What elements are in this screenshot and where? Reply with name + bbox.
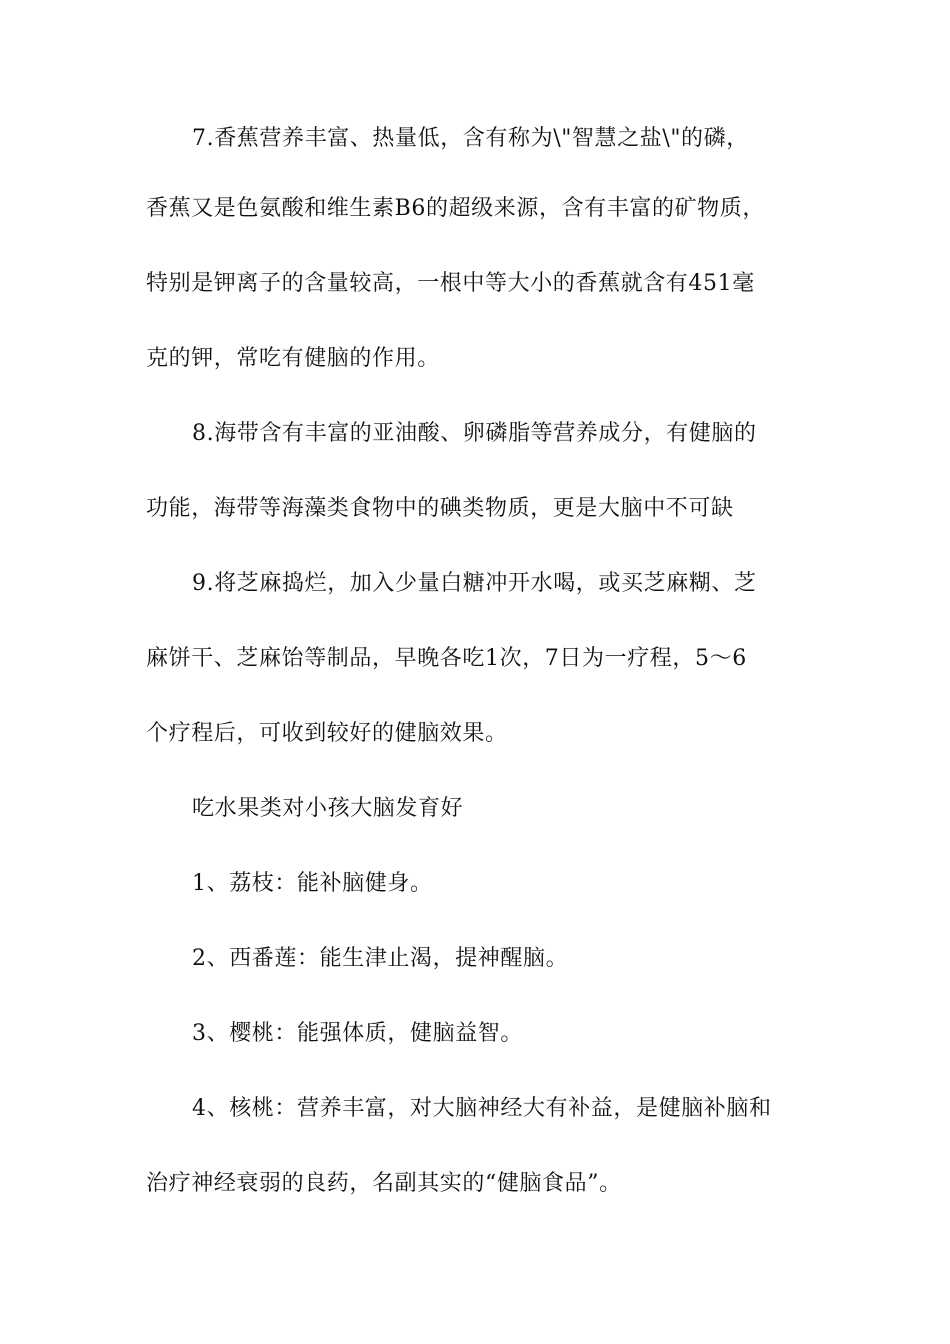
list-item-walnut-line-1: 4、核桃：营养丰富，对大脑神经大有补益，是健脑补脑和 [192,1096,772,1121]
list-item-lychee: 1、荔枝：能补脑健身。 [192,871,433,896]
paragraph-kelp-line-1: 8.海带含有丰富的亚油酸、卵磷脂等营养成分，有健脑的 [192,421,757,446]
paragraph-sesame-line-2: 麻饼干、芝麻饴等制品，早晚各吃1次，7日为一疗程，5～6 [146,646,747,671]
paragraph-sesame-line-1: 9.将芝麻捣烂，加入少量白糖冲开水喝，或买芝麻糊、芝 [192,571,757,596]
paragraph-banana-line-1: 7.香蕉营养丰富、热量低，含有称为\"智慧之盐\"的磷， [192,126,749,151]
list-item-cherry: 3、樱桃：能强体质，健脑益智。 [192,1021,523,1046]
paragraph-banana-line-2: 香蕉又是色氨酸和维生素B6的超级来源，含有丰富的矿物质， [146,196,765,221]
list-item-passion-fruit: 2、西番莲：能生津止渴，提神醒脑。 [192,946,569,971]
paragraph-sesame-line-3: 个疗程后，可收到较好的健脑效果。 [146,721,508,746]
list-item-walnut-line-2: 治疗神经衰弱的良药，名副其实的“健脑食品”。 [146,1171,622,1196]
paragraph-kelp-line-2: 功能，海带等海藻类食物中的碘类物质，更是大脑中不可缺 [146,496,734,521]
paragraph-banana-line-3: 特别是钾离子的含量较高，一根中等大小的香蕉就含有451毫 [146,271,755,296]
paragraph-banana-line-4: 克的钾，常吃有健脑的作用。 [146,346,440,371]
section-heading-fruit: 吃水果类对小孩大脑发育好 [192,796,464,821]
